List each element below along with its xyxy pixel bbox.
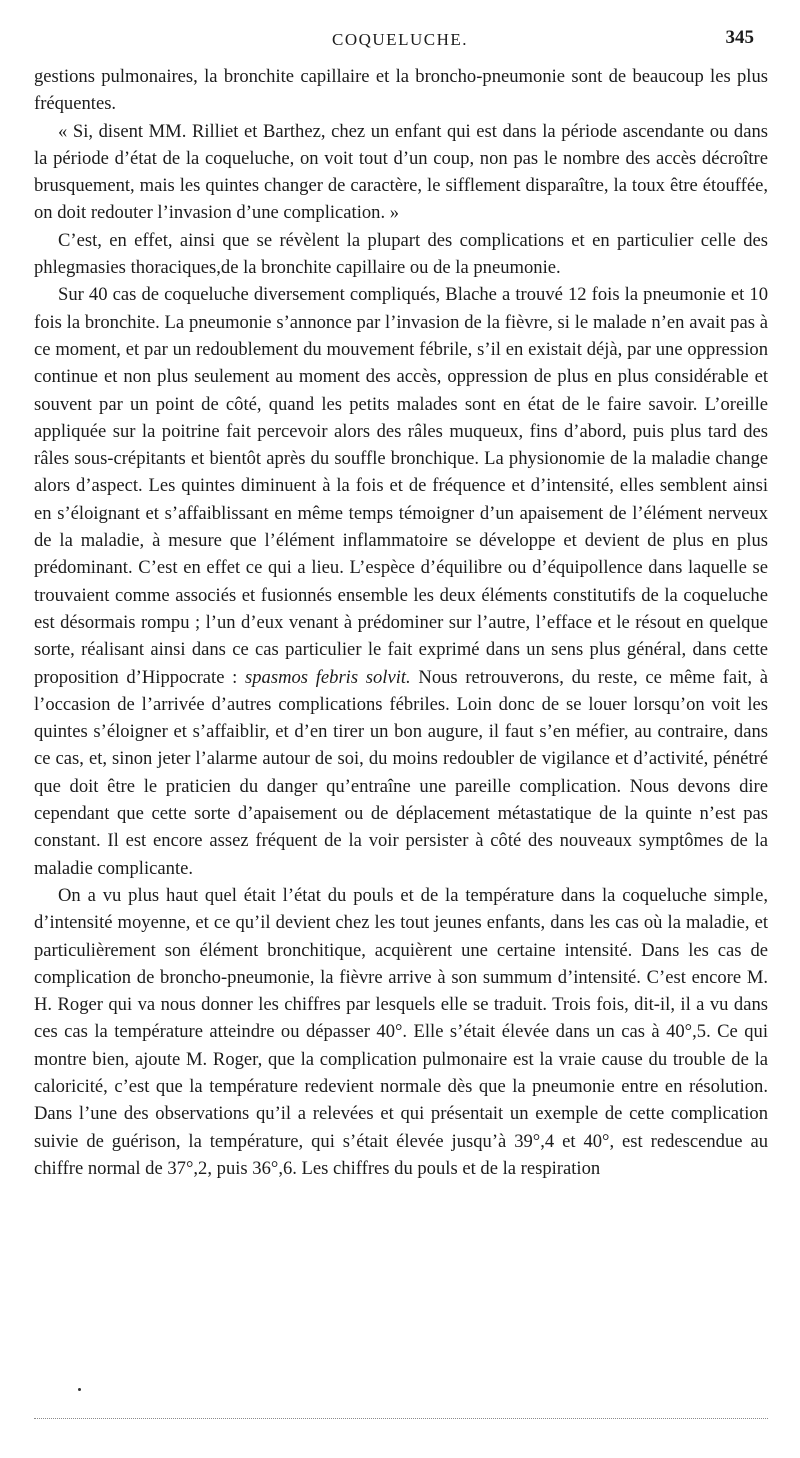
paragraph-text: Sur 40 cas de coqueluche diversement compliqués, Blache a trouvé 12 fois la pneumonie et 10 fois la bronchite. La pneumonie s’annonce par l’invasion de la fièvre, si le malade n’en avait pas à ce moment, et par un redoublement du mouvement fébrile, s’il en existait déjà, par une oppression continue et non plus seulement au moment des accès, oppression de plus en plus considérable et souvent par un point de côté, quand les petits malades sont en état de le faire savoir. L’oreille appliquée sur la poitrine fait percevoir alors des râles muqueux, fins d’abord, puis plus tard des râles sous-crépitants et bientôt après du souffle bronchique. La physionomie de la maladie change alors d’aspect. Les quintes diminuent à la fois et de fréquence et d’intensité, elles semblent ainsi en s’éloignant et s’affaiblissant en même temps témoigner d’un apaisement de l’élément nerveux de la maladie, à mesure que l’élément inflammatoire se développe et devient de plus en plus prédominant. C’est en effet ce qui a lieu. L’espèce d’équilibre ou d’équipollence dans laquelle se trouvaient comme associés et fusionnés ensemble les deux éléments constitutifs de la coqueluche est désormais rompu ; l’un d’eux venant à prédominer sur l’autre, l’efface et le résout en quelque sorte, réalisant ainsi dans ce cas particulier le fait exprimé dans un sens plus général, dans cette proposition d’Hippocrate : bbox=[34, 284, 768, 688]
running-title: COQUELUCHE. bbox=[332, 30, 468, 49]
paragraph bbox=[34, 281, 768, 882]
paragraph-text-continued: Nous retrouverons, du reste, ce même fait, à l’occasion de l’arrivée d’autres complications fébriles. Loin donc de se louer lorsqu’on voit les quintes s’éloigner et s’affaiblir, et d’en tirer un bon augure, il faut s’en méfier, au contraire, dans ce cas, et, sinon jeter l’alarme autour de soi, du moins redoubler de vigilance et d’activité, pénétré que doit être le praticien du danger qu’entraîne une pareille complication. Nous devons dire cependant que cette sorte d’apaisement ou de déplacement métastatique de la quinte n’est pas constant. Il est encore assez fréquent de la voir persister à côté des nouveaux symptômes de la maladie complicante. bbox=[34, 666, 768, 879]
body-text bbox=[34, 63, 768, 1182]
paragraph: C’est, en effet, ainsi que se révèlent la plupart des complications et en particulier celle des phlegmasies thoraciques,de la bronchite capillaire ou de la pneumonie. bbox=[34, 229, 768, 279]
latin-quotation: spasmos febris solvit. bbox=[245, 666, 411, 688]
paragraph: gestions pulmonaires, la bronchite capillaire et la broncho-pneumonie sont de beaucoup les plus fréquentes. bbox=[34, 66, 768, 115]
page-number: 345 bbox=[725, 27, 754, 48]
paragraph: « Si, disent MM. Rilliet et Barthez, chez un enfant qui est dans la période ascendante ou dans la période d’état de la coqueluche, on voit tout d’un coup, non pas le nombre des accès décroître brusquement, mais les quintes changer de caractère, le sifflement disparaître, la toux être étouffée, on doit redouter l’invasion d’une complication. » bbox=[34, 120, 768, 224]
print-speck bbox=[78, 1388, 81, 1391]
running-head bbox=[0, 27, 800, 60]
paragraph: On a vu plus haut quel était l’état du pouls et de la température dans la coqueluche simple, d’intensité moyenne, et ce qu’il devient chez les tout jeunes enfants, dans les cas où la maladie, et particulièrement son élément bronchitique, acquièrent une certaine intensité. Dans les cas de complication de broncho-pneumonie, la fièvre arrive à son summum d’intensité. C’est encore M. H. Roger qui va nous donner les chiffres par lesquels elle se traduit. Trois fois, dit-il, il a vu dans ces cas la température atteindre ou dépasser 40°. Elle s’était élevée dans un cas à 40°,5. Ce qui montre bien, ajoute M. Roger, que la complication pulmonaire est la vraie cause du trouble de la caloricité, c’est que la température redevient normale dès que la pneumonie entre en résolution. Dans l’une des observations qu’il a relevées et qui présentait un exemple de cette complication suivie de guérison, la température, qui s’était élevée jusqu’à 39°,4 et 40°, est redescendue au chiffre normal de 37°,2, puis 36°,6. Les chiffres du pouls et de la respiration bbox=[34, 884, 768, 1179]
bottom-rule bbox=[34, 1418, 768, 1419]
